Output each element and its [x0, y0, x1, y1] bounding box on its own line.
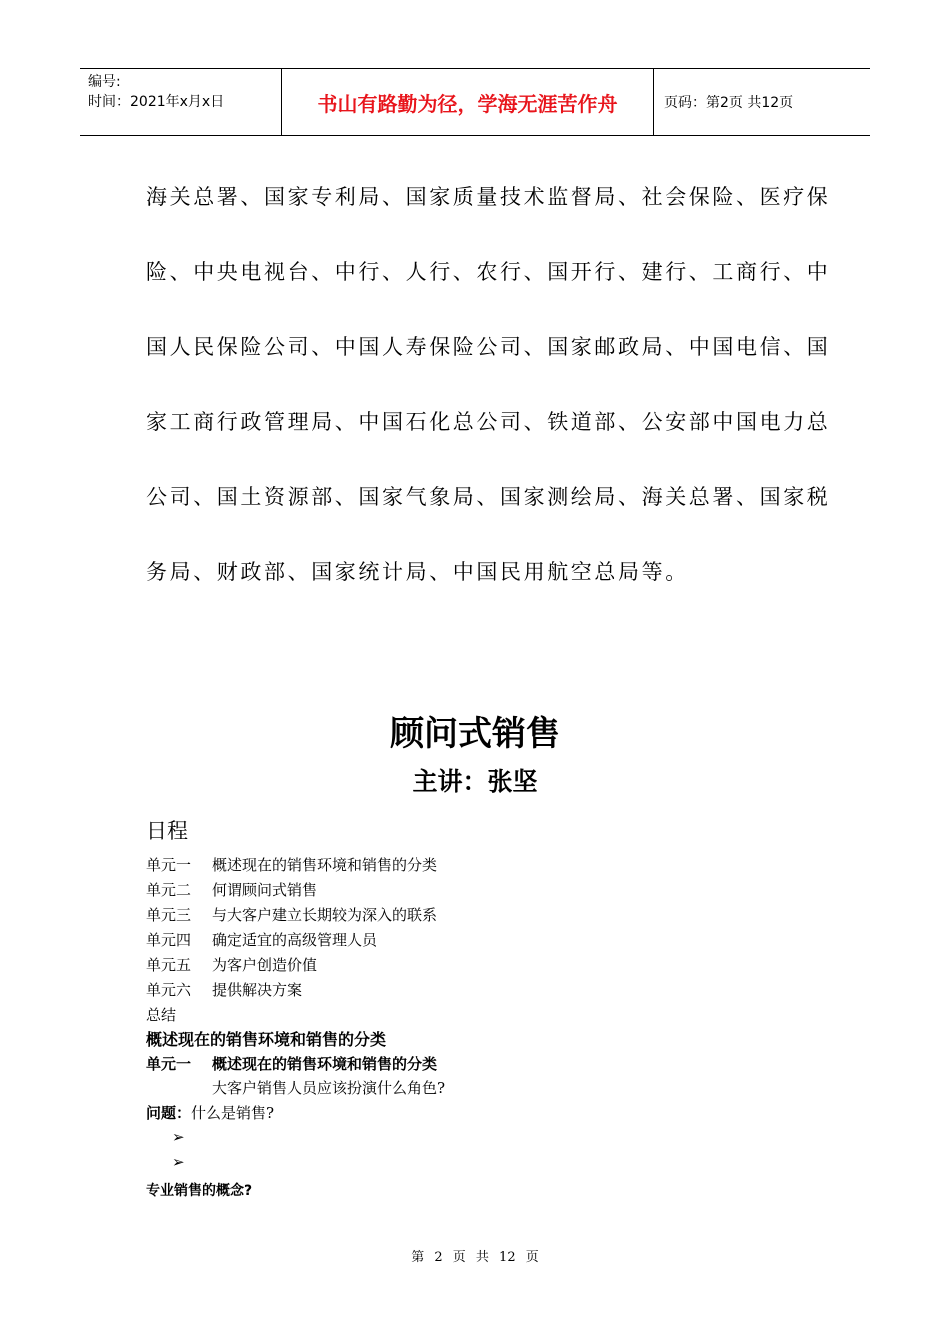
body-line: 公司、国土资源部、国家气象局、国家测绘局、海关总署、国家税 — [146, 485, 831, 509]
body-line: 务局、财政部、国家统计局、中国民用航空总局等。 — [146, 560, 689, 584]
arrow-bullet-icon: ➢ — [172, 1128, 185, 1146]
schedule-item — [146, 953, 786, 978]
unit-title: 为客户创造价值 — [212, 956, 318, 974]
header-meta — [80, 69, 282, 135]
unit-title: 提供解决方案 — [212, 981, 303, 999]
unit-title: 与大客户建立长期较为深入的联系 — [212, 906, 438, 924]
arrow-bullet-icon: ➢ — [172, 1153, 185, 1171]
concept-heading: 专业销售的概念? — [146, 1183, 253, 1199]
page-footer: 第 2 页 共 12 页 — [411, 1250, 539, 1265]
time-label: 时间：2021年x月x日 — [88, 94, 225, 110]
unit-number: 单元四 — [146, 931, 192, 949]
schedule-item — [146, 928, 786, 953]
schedule-heading: 日程 — [146, 819, 188, 843]
body-paragraph — [146, 160, 831, 610]
schedule-list — [146, 853, 786, 1028]
unit-number: 单元五 — [146, 956, 192, 974]
role-question: 大客户销售人员应该扮演什么角色? — [212, 1079, 446, 1097]
header-page-info: 页码：第2页 共12页 — [664, 95, 794, 111]
section-heading: 概述现在的销售环境和销售的分类 — [146, 1030, 387, 1049]
number-label: 编号: — [88, 74, 121, 90]
summary-item — [146, 1003, 786, 1028]
schedule-item — [146, 903, 786, 928]
body-line: 海关总署、国家专利局、国家质量技术监督局、社会保险、医疗保 — [146, 185, 831, 209]
page-header — [80, 68, 870, 136]
unit-title: 概述现在的销售环境和销售的分类 — [212, 856, 438, 874]
schedule-item — [146, 978, 786, 1003]
speaker-line: 主讲：张坚 — [412, 767, 538, 796]
question-text: 什么是销售? — [191, 1104, 275, 1122]
unit-number: 单元六 — [146, 981, 192, 999]
unit-number: 单元三 — [146, 906, 192, 924]
unit-number: 单元二 — [146, 881, 192, 899]
summary-label: 总结 — [146, 1006, 177, 1024]
unit-title: 何谓顾问式销售 — [212, 881, 318, 899]
unit-title: 概述现在的销售环境和销售的分类 — [212, 1055, 438, 1073]
unit-number: 单元一 — [146, 856, 192, 874]
unit-one-heading — [146, 1053, 437, 1074]
question-row — [146, 1102, 274, 1123]
body-line: 险、中央电视台、中行、人行、农行、国开行、建行、工商行、中 — [146, 260, 831, 284]
header-motto: 书山有路勤为径，学海无涯苦作舟 — [282, 69, 654, 135]
question-label: 问题： — [146, 1104, 192, 1122]
body-line: 家工商行政管理局、中国石化总公司、铁道部、公安部中国电力总 — [146, 410, 831, 434]
schedule-item — [146, 878, 786, 903]
document-title: 顾问式销售 — [390, 714, 560, 754]
schedule-item — [146, 853, 786, 878]
unit-title: 确定适宜的高级管理人员 — [212, 931, 378, 949]
unit-number: 单元一 — [146, 1055, 192, 1073]
body-line: 国人民保险公司、中国人寿保险公司、国家邮政局、中国电信、国 — [146, 335, 831, 359]
